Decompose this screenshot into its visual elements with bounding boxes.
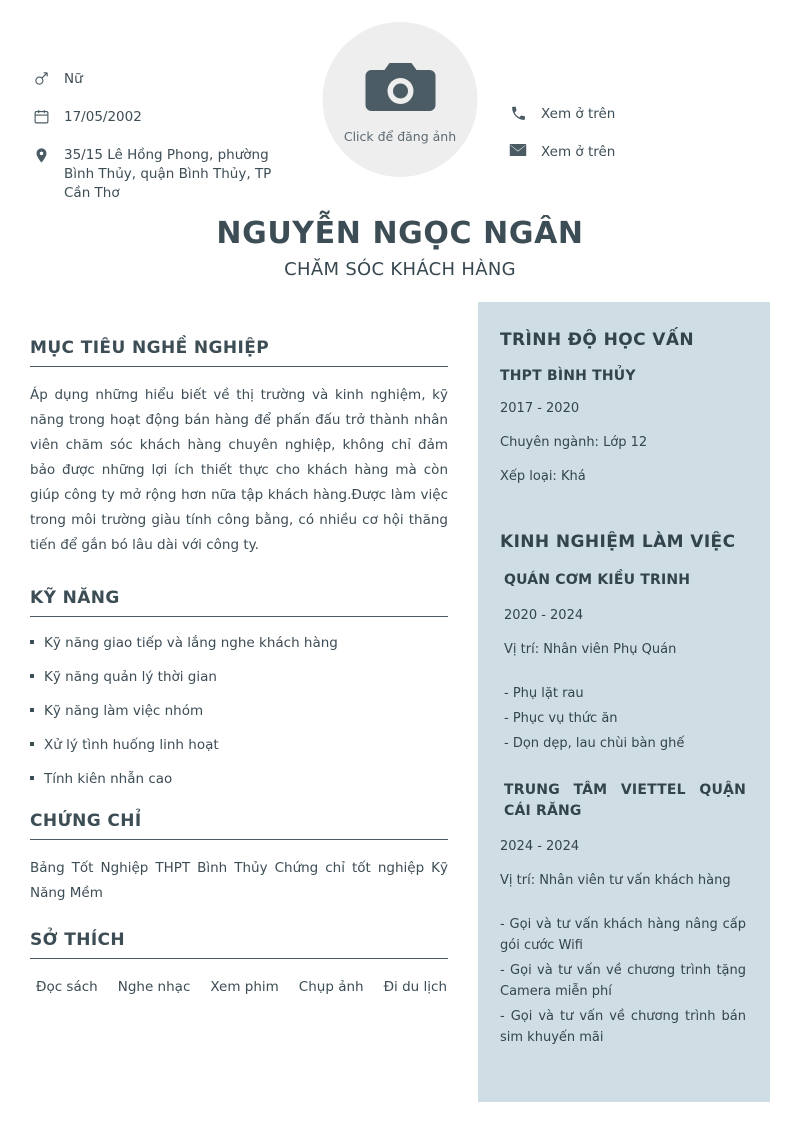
experience-position: Vị trí: Nhân viên Phụ Quán	[504, 642, 677, 657]
gender-icon	[28, 70, 54, 92]
experience-duty: - Gọi và tư vấn khách hàng nâng cấp gói cước Wifi	[500, 917, 746, 953]
objective-text: Áp dụng những hiểu biết về thị trường và kinh nghiệm, kỹ năng trong hoạt động bán hàng để phấn đấu trở thành nhân viên chăm sóc khách hàng chuyên nghiệp, không chỉ đảm bảo được những lợi ích thiết thực cho khách hàng mà còn giúp công ty mở rộng hơn nữa tập khách hàng.Được làm việc trong môi trường giàu tính công bằng, có nhiều cơ hội thăng tiến để gắn bó lâu dài với công ty.	[30, 387, 448, 553]
list-item: Kỹ năng quản lý thời gian	[30, 667, 448, 687]
right-column	[478, 302, 770, 1102]
experience-duty: - Gọi và tư vấn về chương trình bán sim khuyến mãi	[500, 1009, 746, 1045]
contact-row-birthdate	[28, 108, 298, 130]
contact-text-address: 35/15 Lê Hồng Phong, phường Bình Thủy, quận Bình Thủy, TP Cần Thơ	[64, 147, 272, 201]
contact-text-gender: Nữ	[64, 71, 83, 87]
contact-row-address	[28, 146, 298, 203]
experience-duty: - Gọi và tư vấn về chương trình tặng Camera miễn phí	[500, 963, 746, 999]
contact-row-phone	[505, 105, 775, 127]
section-title-skills: KỸ NĂNG	[30, 588, 448, 617]
list-item: Chụp ảnh	[298, 979, 364, 995]
experience-duty: - Phụ lặt rau	[504, 686, 584, 701]
experience-org: TRUNG TÂM VIETTEL QUẬN CÁI RĂNG	[504, 782, 746, 819]
section-title-hobbies: SỞ THÍCH	[30, 930, 448, 959]
hobbies-list	[30, 975, 448, 1000]
experience-org: QUÁN CƠM KIỀU TRINH	[504, 572, 691, 588]
experience-years: 2020 - 2024	[504, 608, 584, 623]
experience-position: Vị trí: Nhân viên tư vấn khách hàng	[500, 873, 731, 888]
education-grade: Xếp loại: Khá	[500, 469, 586, 484]
contact-info-right	[505, 105, 775, 181]
photo-upload-placeholder[interactable]	[323, 22, 478, 177]
contact-text-phone: Xem ở trên	[541, 106, 616, 122]
experience-item	[500, 570, 746, 754]
section-title-experience: KINH NGHIỆM LÀM VIỆC	[500, 532, 736, 552]
section-title-education: TRÌNH ĐỘ HỌC VẤN	[500, 330, 695, 350]
education-major: Chuyên ngành: Lớp 12	[500, 435, 648, 450]
contact-text-birthdate: 17/05/2002	[64, 109, 142, 125]
camera-icon	[363, 59, 437, 121]
section-title-objective: MỤC TIÊU NGHỀ NGHIỆP	[30, 338, 448, 367]
experience-duty: - Dọn dẹp, lau chùi bàn ghế	[504, 736, 685, 751]
list-item: Nghe nhạc	[117, 979, 191, 995]
contact-row-gender	[28, 70, 298, 92]
contact-text-email: Xem ở trên	[541, 144, 616, 160]
email-icon	[505, 143, 531, 165]
list-item: Tính kiên nhẫn cao	[30, 769, 448, 789]
skills-list	[30, 633, 448, 789]
cv-body	[0, 302, 800, 1102]
calendar-icon	[28, 108, 54, 130]
location-pin-icon	[28, 146, 54, 168]
certificates-text: Bảng Tốt Nghiệp THPT Bình Thủy Chứng chỉ tốt nghiệp Kỹ Năng Mềm	[30, 860, 448, 901]
education-years: 2017 - 2020	[500, 401, 580, 416]
photo-upload-caption: Click để đăng ảnh	[343, 129, 457, 144]
left-column	[30, 302, 478, 1102]
list-item: Kỹ năng làm việc nhóm	[30, 701, 448, 721]
contact-row-email	[505, 143, 775, 165]
list-item: Đi du lịch	[383, 979, 447, 995]
cv-header	[0, 0, 800, 210]
job-title: CHĂM SÓC KHÁCH HÀNG	[284, 259, 516, 280]
candidate-name: NGUYỄN NGỌC NGÂN	[216, 216, 584, 251]
list-item: Xử lý tình huống linh hoạt	[30, 735, 448, 755]
experience-duty: - Phục vụ thức ăn	[504, 711, 618, 726]
experience-years: 2024 - 2024	[500, 839, 580, 854]
phone-icon	[505, 105, 531, 127]
list-item: Kỹ năng giao tiếp và lắng nghe khách hàng	[30, 633, 448, 653]
experience-item	[500, 780, 746, 1048]
list-item: Xem phim	[210, 979, 279, 995]
contact-info-left	[28, 70, 298, 219]
list-item: Đọc sách	[36, 979, 98, 995]
education-school: THPT BÌNH THỦY	[500, 368, 636, 384]
section-title-certificates: CHỨNG CHỈ	[30, 811, 448, 840]
